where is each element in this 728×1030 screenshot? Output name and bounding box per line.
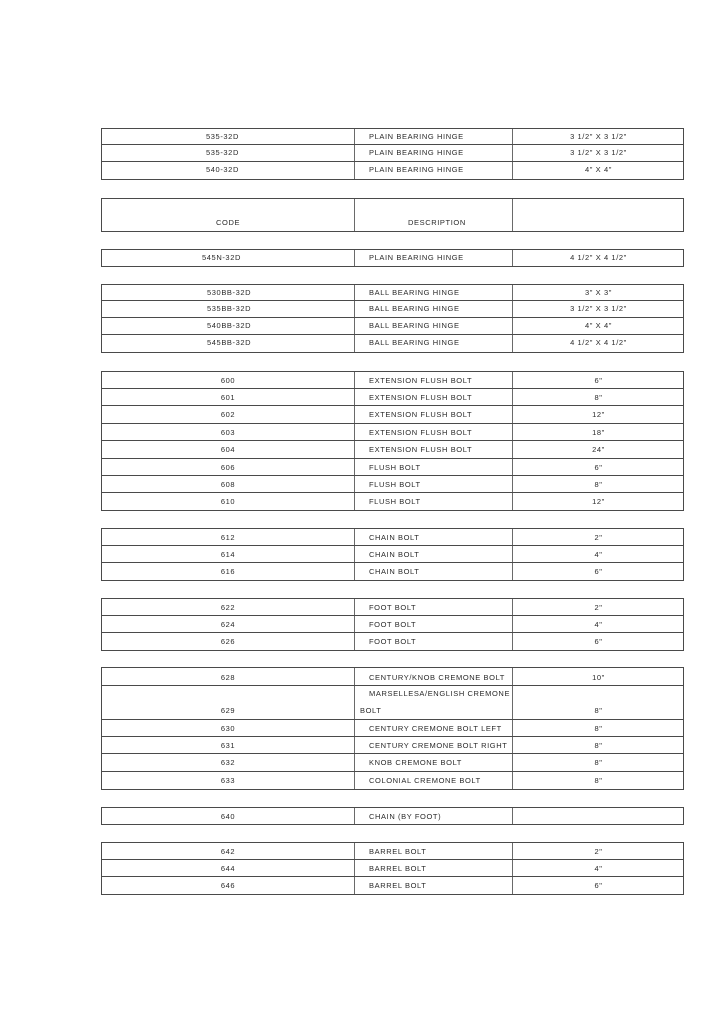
description-cell: FOOT BOLT (369, 637, 417, 646)
description-cell: FLUSH BOLT (369, 480, 421, 489)
code-header: CODE (216, 218, 241, 227)
code-cell: 614 (220, 550, 236, 559)
description-cell: BARREL BOLT (369, 847, 427, 856)
table-row (101, 842, 684, 860)
table-row (101, 528, 684, 546)
size-cell: 4" (594, 864, 603, 873)
code-cell: 640 (220, 812, 236, 821)
code-cell: 540-32D (206, 165, 239, 174)
table-row (101, 389, 684, 406)
table-row (101, 807, 684, 825)
ball-bearing-hinge-group (101, 284, 684, 353)
code-cell: 606 (220, 463, 236, 472)
description-header: DESCRIPTION (408, 218, 466, 227)
description-cell: FOOT BOLT (369, 620, 417, 629)
description-cell: CENTURY/KNOB CREMONE BOLT (369, 673, 505, 682)
size-cell: 4" (594, 620, 603, 629)
size-cell: 4" X 4" (584, 321, 613, 330)
code-cell: 642 (220, 847, 236, 856)
description-cell: FLUSH BOLT (369, 497, 421, 506)
chain-by-foot-group (101, 807, 684, 825)
size-cell: 12" (592, 410, 605, 419)
header-row (101, 198, 684, 232)
description-cell: BALL BEARING HINGE (369, 288, 460, 297)
code-cell: 535-32D (206, 148, 239, 157)
code-cell: 646 (220, 881, 236, 890)
hinge-table-group-1 (101, 128, 684, 180)
table-row (101, 546, 684, 563)
description-cell: PLAIN BEARING HINGE (369, 132, 464, 141)
code-cell: 612 (220, 533, 236, 542)
table-row (101, 335, 684, 353)
table-row (101, 616, 684, 633)
description-cell: BALL BEARING HINGE (369, 338, 460, 347)
description-cell: CHAIN BOLT (369, 533, 420, 542)
cremone-bolt-group (101, 667, 684, 790)
size-cell: 4" X 4" (584, 165, 613, 174)
description-cell: KNOB CREMONE BOLT (369, 758, 462, 767)
description-cell: FOOT BOLT (369, 603, 417, 612)
table-row (101, 371, 684, 389)
description-cell: CHAIN BOLT (369, 567, 420, 576)
size-cell: 24" (592, 445, 605, 454)
size-cell: 6" (594, 376, 603, 385)
size-cell: 6" (594, 463, 603, 472)
foot-bolt-group (101, 598, 684, 651)
code-cell: 603 (220, 428, 236, 437)
description-cell: EXTENSION FLUSH BOLT (369, 376, 473, 385)
code-cell: 628 (220, 673, 236, 682)
hinge-table-group-2 (101, 249, 684, 267)
table-row (101, 772, 684, 790)
table-row (101, 318, 684, 335)
code-cell: 631 (220, 741, 236, 750)
size-cell: 8" (594, 706, 603, 715)
code-cell: 624 (220, 620, 236, 629)
description-cell: BALL BEARING HINGE (369, 321, 460, 330)
code-cell: 633 (220, 776, 236, 785)
table-row (101, 145, 684, 162)
size-cell: 8" (594, 776, 603, 785)
description-cell: EXTENSION FLUSH BOLT (369, 428, 473, 437)
description-cell: COLONIAL CREMONE BOLT (369, 776, 481, 785)
description-cell: BARREL BOLT (369, 864, 427, 873)
size-cell: 8" (594, 724, 603, 733)
size-cell: 8" (594, 758, 603, 767)
code-cell: 644 (220, 864, 236, 873)
size-cell: 3" X 3" (584, 288, 613, 297)
code-cell: 602 (220, 410, 236, 419)
code-cell: 604 (220, 445, 236, 454)
code-cell: 601 (220, 393, 236, 402)
table-row (101, 424, 684, 441)
description-cell: CENTURY CREMONE BOLT RIGHT (369, 741, 508, 750)
code-cell: 610 (220, 497, 236, 506)
table-row (101, 249, 684, 267)
size-cell: 2" (594, 603, 603, 612)
size-cell: 2" (594, 847, 603, 856)
code-cell: 600 (220, 376, 236, 385)
size-cell: 8" (594, 393, 603, 402)
description-cell: CHAIN (BY FOOT) (369, 812, 442, 821)
table-row (101, 860, 684, 877)
table-row (101, 493, 684, 511)
table-row (101, 301, 684, 318)
table-row (101, 598, 684, 616)
table-row (101, 754, 684, 772)
table-row (101, 459, 684, 476)
size-cell: 6" (594, 881, 603, 890)
size-cell: 12" (592, 497, 605, 506)
table-row (101, 476, 684, 493)
table-row (101, 686, 684, 720)
code-cell: 626 (220, 637, 236, 646)
size-cell: 4 1/2" X 4 1/2" (570, 253, 627, 262)
table-row (101, 737, 684, 754)
table-row (101, 633, 684, 651)
size-cell: 6" (594, 637, 603, 646)
code-cell: 535-32D (206, 132, 239, 141)
size-cell: 4" (594, 550, 603, 559)
code-cell: 608 (220, 480, 236, 489)
code-cell: 622 (220, 603, 236, 612)
table-row (101, 162, 684, 180)
chain-bolt-group (101, 528, 684, 581)
code-cell: 616 (220, 567, 236, 576)
table-row (101, 284, 684, 301)
description-cell: BOLT (360, 706, 382, 715)
size-cell: 2" (594, 533, 603, 542)
description-cell: EXTENSION FLUSH BOLT (369, 445, 473, 454)
code-cell: 630 (220, 724, 236, 733)
description-cell: BALL BEARING HINGE (369, 304, 460, 313)
description-cell: CHAIN BOLT (369, 550, 420, 559)
size-cell: 8" (594, 741, 603, 750)
table-row (101, 128, 684, 145)
code-cell: 632 (220, 758, 236, 767)
description-cell: EXTENSION FLUSH BOLT (369, 393, 473, 402)
flush-bolt-group (101, 371, 684, 511)
description-cell: PLAIN BEARING HINGE (369, 165, 464, 174)
table-row (101, 720, 684, 737)
size-cell: 6" (594, 567, 603, 576)
size-cell: 8" (594, 480, 603, 489)
barrel-bolt-group (101, 842, 684, 895)
code-cell: 535BB-32D (207, 304, 252, 313)
size-cell: 3 1/2" X 3 1/2" (570, 304, 627, 313)
table-row (101, 406, 684, 424)
description-cell-line1: MARSELLESA/ENGLISH CREMONE (369, 689, 511, 698)
table-row (101, 441, 684, 459)
description-cell: BARREL BOLT (369, 881, 427, 890)
table-row (101, 877, 684, 895)
code-cell: 629 (220, 706, 236, 715)
size-cell: 3 1/2" X 3 1/2" (570, 148, 627, 157)
code-cell: 545BB-32D (207, 338, 252, 347)
description-cell: CENTURY CREMONE BOLT LEFT (369, 724, 502, 733)
size-cell: 3 1/2" X 3 1/2" (570, 132, 627, 141)
code-cell: 545N-32D (202, 253, 241, 262)
description-cell: PLAIN BEARING HINGE (369, 253, 464, 262)
size-cell: 4 1/2" X 4 1/2" (570, 338, 627, 347)
table-row (101, 667, 684, 686)
table-header (101, 198, 684, 232)
code-cell: 530BB-32D (207, 288, 252, 297)
code-cell: 540BB-32D (207, 321, 252, 330)
size-cell: 10" (592, 673, 605, 682)
table-row (101, 563, 684, 581)
description-cell: PLAIN BEARING HINGE (369, 148, 464, 157)
size-cell: 18" (592, 428, 605, 437)
description-cell: FLUSH BOLT (369, 463, 421, 472)
description-cell: EXTENSION FLUSH BOLT (369, 410, 473, 419)
